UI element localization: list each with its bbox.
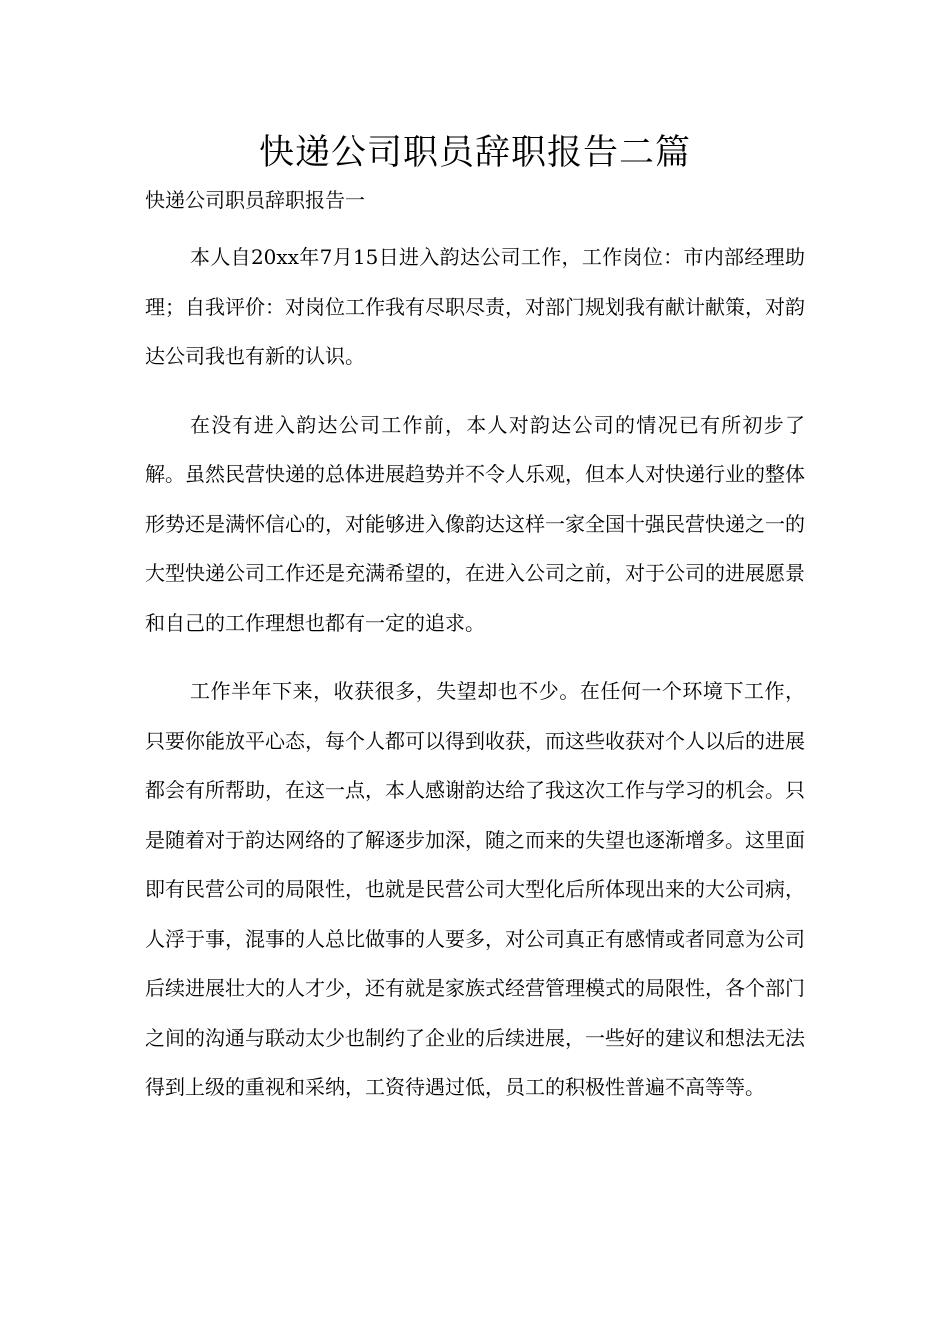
document-title: 快递公司职员辞职报告二篇 xyxy=(258,133,691,173)
paragraph-3: 工作半年下来，收获很多，失望却也不少。在任何一个环境下工作，只要你能放平心态，每个人都可以得到收获，而这些收获对个人以后的进展都会有所帮助，在这一点，本人感谢韵达给了我这次工作与学习的机会。只是随着对于韵达网络的了解逐步加深，随之而来的失望也逐渐增多。这里面即有民营公司的局限性，也就是民营公司大型化后所体现出来的大公司病，人浮于事，混事的人总比做事的人要多，对公司真正有感情或者同意为公司后续进展壮大的人才少，还有就是家族式经营管理模式的局限性，各个部门之间的沟通与联动太少也制约了企业的后续进展，一些好的建议和想法无法得到上级的重视和采纳，工资待遇过低，员工的积极性普遍不高等等。 xyxy=(145,679,805,1099)
document-body xyxy=(145,233,805,1132)
paragraph-1: 本人自20xx年7月15日进入韵达公司工作，工作岗位：市内部经理助理；自我评价：对岗位工作我有尽职尽责，对部门规划我有献计献策，对韵达公司我也有新的认识。 xyxy=(145,245,805,368)
paragraph-2: 在没有进入韵达公司工作前，本人对韵达公司的情况已有所初步了解。虽然民营快递的总体进展趋势并不令人乐观，但本人对快递行业的整体形势还是满怀信心的，对能够进入像韵达这样一家全国十强民营快递之一的大型快递公司工作还是充满希望的，在进入公司之前，对于公司的进展愿景和自己的工作理想也都有一定的追求。 xyxy=(145,412,805,635)
section-heading: 快递公司职员辞职报告一 xyxy=(145,188,365,212)
